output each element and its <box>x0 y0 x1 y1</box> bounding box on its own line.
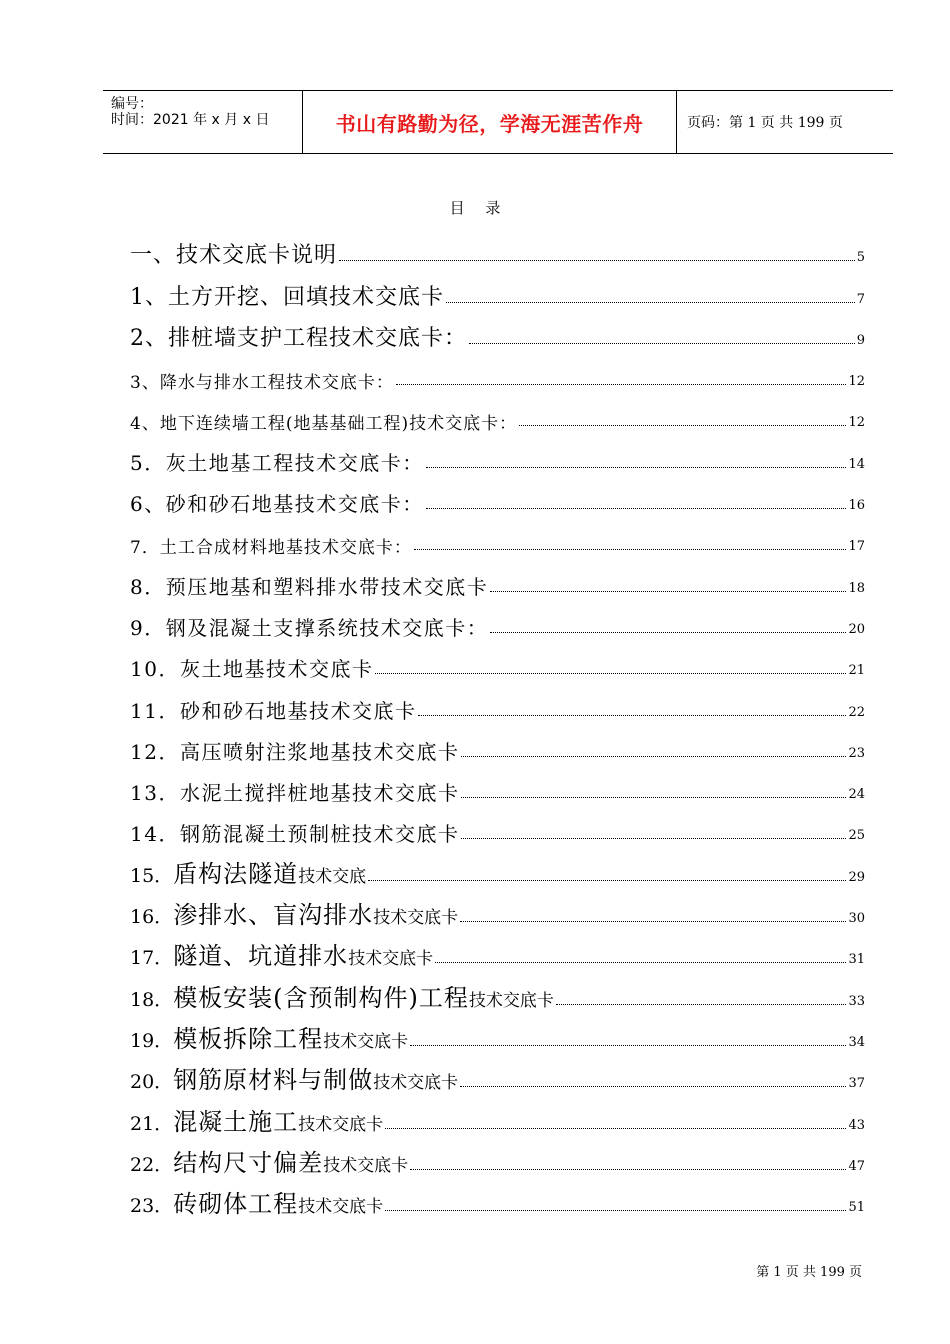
toc-entry-label <box>130 1143 408 1178</box>
toc-page-number: 20 <box>848 621 865 637</box>
toc-leader-dots <box>385 1209 846 1211</box>
toc-page-number: 43 <box>848 1117 865 1133</box>
toc-entry-label: 5．灰土地基工程技术交底卡： <box>130 450 424 475</box>
toc-page-number: 18 <box>848 580 865 596</box>
toc-entry-label: 12．高压喷射注浆地基技术交底卡 <box>130 739 460 764</box>
toc-entry[interactable] <box>130 228 865 269</box>
toc-entry-label <box>130 978 554 1013</box>
toc-entry-label <box>130 1060 458 1095</box>
toc-leader-dots <box>396 383 847 385</box>
toc-entry-label <box>130 854 366 889</box>
toc-page-number: 16 <box>848 498 865 514</box>
toc-entry[interactable] <box>130 600 865 641</box>
header-meta-cell <box>103 91 303 153</box>
toc-entry[interactable] <box>130 1013 865 1054</box>
toc-page-number: 9 <box>856 332 865 348</box>
toc-page-number: 25 <box>848 828 865 844</box>
toc-leader-dots <box>426 466 847 468</box>
toc-page-number: 22 <box>848 704 865 720</box>
toc-entry-label: 10．灰土地基技术交底卡 <box>130 657 374 682</box>
toc-entry[interactable] <box>130 682 865 723</box>
toc-entry[interactable] <box>130 434 865 475</box>
toc-entry-number: 20． <box>130 1071 174 1094</box>
toc-leader-dots <box>418 714 846 716</box>
toc-entry[interactable] <box>130 558 865 599</box>
toc-entry-sub-text: 技术交底卡 <box>298 1197 384 1218</box>
toc-entry-label: 3、降水与排水工程技术交底卡： <box>130 373 394 394</box>
toc-page-number: 24 <box>848 787 865 803</box>
toc-page-number: 14 <box>848 456 865 472</box>
toc-entry[interactable] <box>130 1137 865 1178</box>
toc-entry-number: 16． <box>130 906 174 929</box>
toc-entry-sub-text: 技术交底 <box>298 866 367 887</box>
toc-entry-label: 11．砂和砂石地基技术交底卡 <box>130 698 417 723</box>
toc-leader-dots <box>519 424 846 426</box>
toc-leader-dots <box>490 590 846 592</box>
toc-leader-dots <box>460 1085 846 1087</box>
toc-entry-sub-text: 技术交底卡 <box>373 908 459 929</box>
toc-page-number: 12 <box>848 415 865 431</box>
toc-page-number: 33 <box>848 993 865 1009</box>
toc-entry[interactable] <box>130 847 865 888</box>
toc-entry-label: 一、技术交底卡说明 <box>130 243 338 269</box>
toc-leader-dots <box>435 961 846 963</box>
toc-entry-sub-text: 技术交底卡 <box>348 949 434 970</box>
toc-entry-sub-text: 技术交底卡 <box>373 1073 459 1094</box>
table-of-contents <box>130 228 865 1219</box>
toc-entry-sub-text: 技术交底卡 <box>323 1031 409 1052</box>
toc-entry-sub-text: 技术交底卡 <box>468 990 554 1011</box>
toc-entry-number: 17． <box>130 947 174 970</box>
toc-entry[interactable] <box>130 806 865 847</box>
toc-entry-number: 21． <box>130 1112 174 1135</box>
toc-leader-dots <box>461 796 846 798</box>
toc-entry[interactable] <box>130 641 865 682</box>
toc-entry[interactable] <box>130 971 865 1012</box>
toc-page-number: 47 <box>848 1158 865 1174</box>
toc-entry-label: 2、排桩墙支护工程技术交底卡： <box>130 325 467 351</box>
number-label: 编号： <box>111 96 153 112</box>
time-label: 时间：2021 年 x 月 x 日 <box>111 112 270 128</box>
toc-entry[interactable] <box>130 476 865 517</box>
toc-leader-dots <box>469 342 855 344</box>
toc-page-number: 51 <box>848 1200 865 1216</box>
toc-page-number: 31 <box>848 952 865 968</box>
toc-entry-sub-text: 技术交底卡 <box>298 1114 384 1135</box>
toc-entry-label: 1、土方开挖、回填技术交底卡 <box>130 284 444 310</box>
toc-entry-main-text: 盾构法隧道 <box>173 859 299 888</box>
toc-entry[interactable] <box>130 724 865 765</box>
toc-entry-main-text: 模板安装(含预制构件)工程 <box>173 983 469 1012</box>
toc-entry-main-text: 混凝土施工 <box>173 1107 299 1136</box>
header-page-cell <box>677 91 893 153</box>
toc-page-number: 30 <box>848 911 865 927</box>
toc-entry[interactable] <box>130 352 865 393</box>
toc-page-number: 23 <box>848 745 865 761</box>
toc-entry[interactable] <box>130 517 865 558</box>
toc-page-number: 5 <box>856 250 865 266</box>
toc-entry-number: 22． <box>130 1153 174 1176</box>
toc-leader-dots <box>461 755 846 757</box>
toc-entry-main-text: 隧道、坑道排水 <box>173 942 349 971</box>
toc-leader-dots <box>339 259 855 261</box>
footer-page-info: 第 1 页 共 199 页 <box>756 1265 862 1280</box>
toc-entry-label <box>130 936 433 971</box>
toc-entry[interactable] <box>130 1054 865 1095</box>
toc-entry[interactable] <box>130 930 865 971</box>
document-header <box>103 90 893 154</box>
toc-leader-dots <box>385 1127 846 1129</box>
toc-entry-number: 15． <box>130 864 174 887</box>
toc-entry-label: 14．钢筋混凝土预制桩技术交底卡 <box>130 822 460 847</box>
header-motto-cell <box>303 91 677 153</box>
toc-leader-dots <box>414 548 847 550</box>
toc-entry-label: 13．水泥土搅拌桩地基技术交底卡 <box>130 781 460 806</box>
toc-leader-dots <box>446 301 855 303</box>
toc-entry-main-text: 渗排水、盲沟排水 <box>173 901 374 930</box>
toc-entry[interactable] <box>130 765 865 806</box>
toc-entry-main-text: 模板拆除工程 <box>173 1024 324 1053</box>
toc-entry-label <box>130 1102 383 1137</box>
toc-page-number: 37 <box>848 1076 865 1092</box>
toc-entry-sub-text: 技术交底卡 <box>323 1155 409 1176</box>
toc-entry-number: 23． <box>130 1195 174 1218</box>
toc-entry-label <box>130 895 458 930</box>
motto-text: 书山有路勤为径，学海无涯苦作舟 <box>335 111 644 136</box>
toc-entry-label <box>130 1184 383 1219</box>
toc-title: 目 录 <box>449 199 509 217</box>
toc-leader-dots <box>460 920 846 922</box>
toc-entry[interactable] <box>130 889 865 930</box>
toc-leader-dots <box>375 672 846 674</box>
toc-entry-main-text: 结构尺寸偏差 <box>173 1148 324 1177</box>
toc-entry-number: 18． <box>130 988 174 1011</box>
toc-leader-dots <box>368 879 846 881</box>
toc-leader-dots <box>426 507 847 509</box>
toc-leader-dots <box>490 631 846 633</box>
toc-entry-label: 7．土工合成材料地基技术交底卡： <box>130 538 412 559</box>
toc-entry[interactable] <box>130 311 865 352</box>
toc-entry[interactable] <box>130 1178 865 1219</box>
toc-page-number: 21 <box>848 663 865 679</box>
toc-page-number: 34 <box>848 1034 865 1050</box>
toc-entry-main-text: 砖砌体工程 <box>173 1190 299 1219</box>
toc-entry-label: 4、地下连续墙工程(地基基础工程)技术交底卡： <box>130 414 518 435</box>
toc-leader-dots <box>410 1168 846 1170</box>
toc-leader-dots <box>461 837 846 839</box>
toc-page-number: 7 <box>856 291 865 307</box>
toc-page-number: 17 <box>848 539 865 555</box>
toc-leader-dots <box>556 1003 847 1005</box>
toc-entry[interactable] <box>130 393 865 434</box>
toc-entry-number: 19． <box>130 1029 174 1052</box>
toc-entry[interactable] <box>130 269 865 310</box>
toc-entry-label: 6、砂和砂石地基技术交底卡： <box>130 492 424 517</box>
toc-page-number: 29 <box>848 869 865 885</box>
toc-entry-label <box>130 1019 408 1054</box>
header-page-info: 页码：第 1 页 共 199 页 <box>687 115 843 131</box>
toc-entry-label: 9．钢及混凝土支撑系统技术交底卡： <box>130 615 489 640</box>
toc-leader-dots <box>410 1044 846 1046</box>
toc-entry-main-text: 钢筋原材料与制做 <box>173 1066 374 1095</box>
toc-page-number: 12 <box>848 374 865 390</box>
toc-entry[interactable] <box>130 1095 865 1136</box>
toc-entry-label: 8．预压地基和塑料排水带技术交底卡 <box>130 574 489 599</box>
